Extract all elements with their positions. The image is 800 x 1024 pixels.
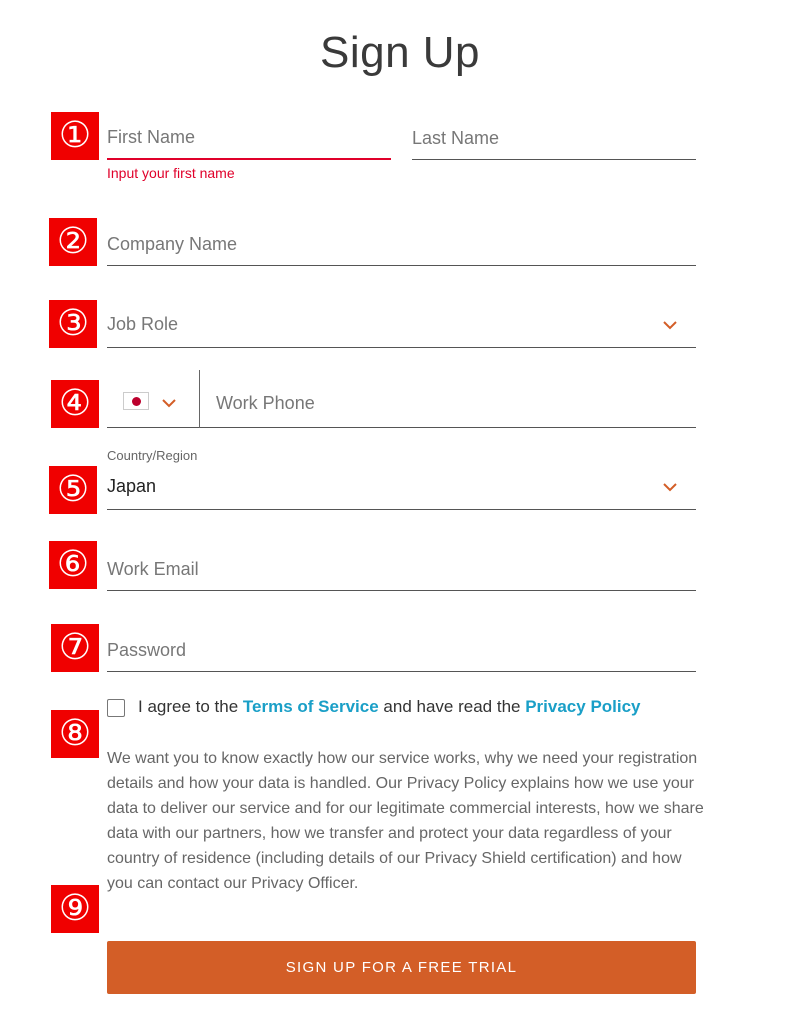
annotation-badge-8: ⑧	[51, 710, 99, 758]
annotation-badge-9: ⑨	[51, 885, 99, 933]
work-phone-input[interactable]	[216, 393, 696, 414]
sign-up-button[interactable]: SIGN UP FOR A FREE TRIAL	[107, 941, 696, 994]
annotation-badge-7: ⑦	[51, 624, 99, 672]
privacy-policy-link[interactable]: Privacy Policy	[525, 697, 641, 716]
work-email-input[interactable]	[107, 559, 696, 580]
company-name-input[interactable]	[107, 234, 696, 255]
country-value: Japan	[107, 476, 157, 496]
password-field	[107, 622, 696, 672]
agreement-middle: and have read the	[383, 697, 521, 716]
chevron-down-icon	[662, 482, 678, 492]
password-input[interactable]	[107, 640, 696, 661]
phone-divider	[199, 370, 200, 428]
page-title: Sign Up	[319, 28, 481, 77]
job-role-placeholder: Job Role	[107, 314, 179, 334]
annotation-badge-3: ③	[49, 300, 97, 348]
last-name-input[interactable]	[412, 128, 696, 149]
first-name-field	[107, 110, 391, 160]
privacy-notice: We want you to know exactly how our service works, why we need your registration details and how your data is handled. Our Privacy Policy explains how we use your data to deliver our service and for our legitimate commercial interests, how we share data with our partners, how we transfer and protect your data regardless of your country of residence (including details of our Privacy Shield certification) and how you can contact our Privacy Officer.	[107, 750, 704, 892]
annotation-badge-4: ④	[51, 380, 99, 428]
first-name-input[interactable]	[107, 127, 391, 148]
annotation-badge-5: ⑤	[49, 466, 97, 514]
agreement-prefix: I agree to the	[138, 697, 239, 716]
country-label: Country/Region	[107, 448, 198, 463]
first-name-error: Input your first name	[107, 165, 235, 181]
last-name-field	[412, 110, 696, 160]
terms-of-service-link[interactable]: Terms of Service	[242, 697, 379, 716]
country-code-select[interactable]	[107, 370, 199, 428]
chevron-down-icon	[161, 398, 177, 408]
annotation-badge-1: ①	[51, 112, 99, 160]
chevron-down-icon	[662, 320, 678, 330]
country-select[interactable]	[107, 450, 696, 510]
job-role-select[interactable]	[107, 298, 696, 348]
japan-flag-icon	[123, 392, 149, 410]
annotation-badge-2: ②	[49, 218, 97, 266]
agreement-text	[138, 697, 641, 717]
phone-field	[107, 370, 696, 428]
agree-checkbox[interactable]	[107, 699, 125, 717]
company-name-field	[107, 216, 696, 266]
work-email-field	[107, 541, 696, 591]
annotation-badge-6: ⑥	[49, 541, 97, 589]
